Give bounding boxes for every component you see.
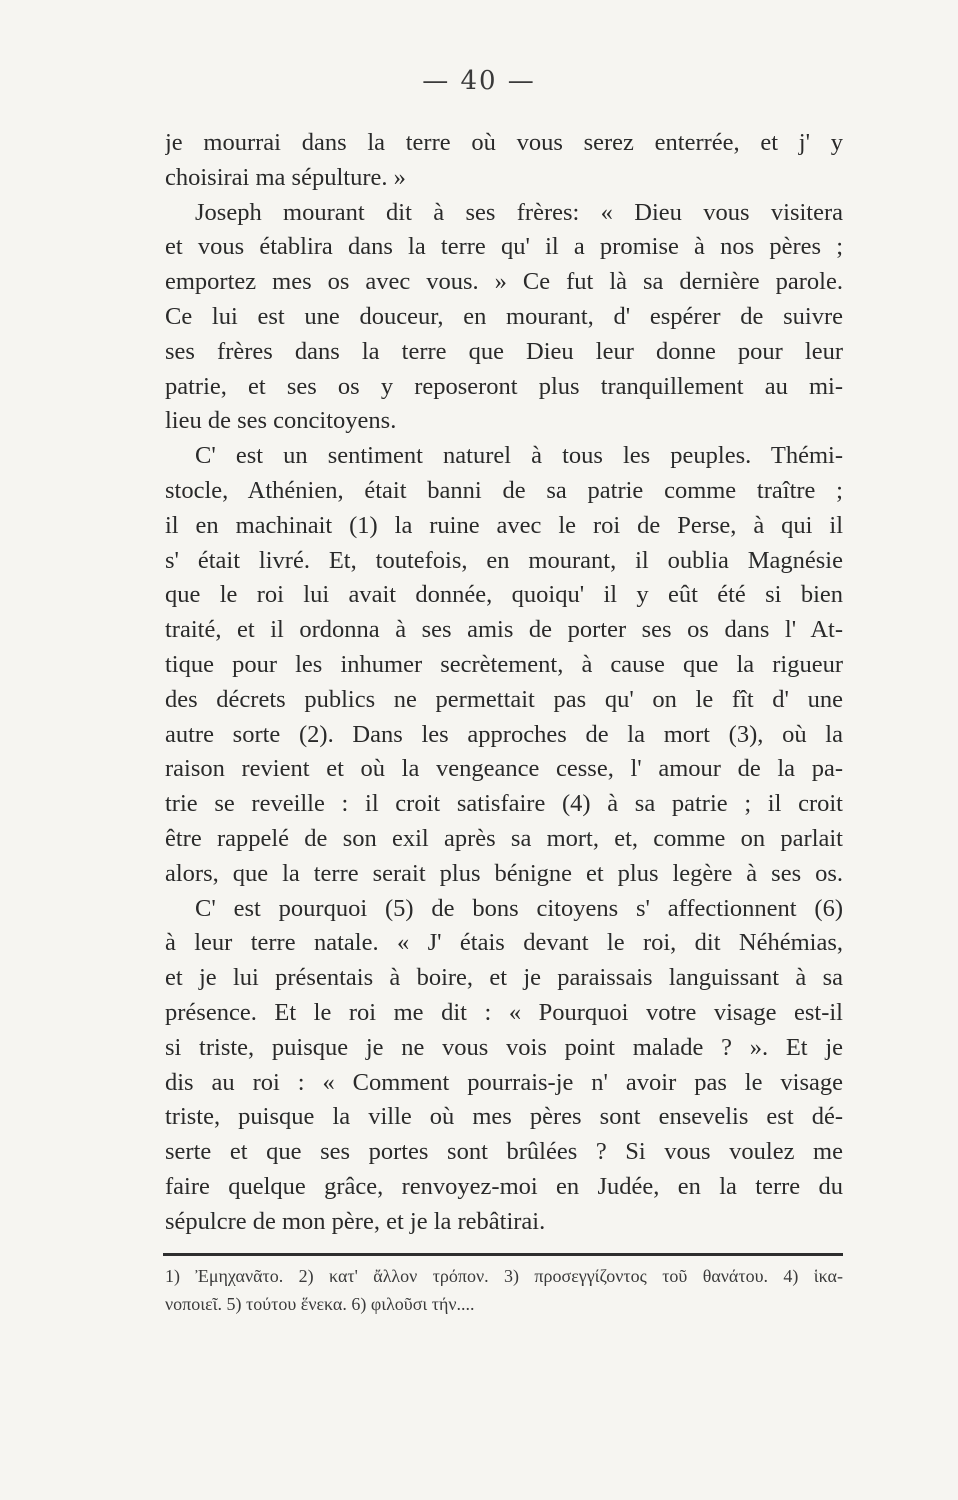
text-line: dis au roi : « Comment pourrais-je n' avoir pas le visage xyxy=(165,1068,843,1096)
text-line: sépulcre de mon père, et je la rebâtirai. xyxy=(165,1207,546,1235)
text-line: choisirai ma sépulture. » xyxy=(165,163,406,191)
footnote-line: 1) Ἐμηχανᾶτο. 2) κατ' ἄλλον τρόπον. 3) προσεγγίζοντος τοῦ θανάτου. 4) ἱκα- xyxy=(165,1266,843,1286)
text-line: raison revient et où la vengeance cesse, l' amour de la pa- xyxy=(165,755,843,783)
text-line: des décrets publics ne permettait pas qu' on le fît d' une xyxy=(165,685,843,713)
page-number: — 40 — xyxy=(422,66,536,96)
text-line: patrie, et ses os y reposeront plus tranquillement au mi- xyxy=(165,372,843,400)
text-line: je mourrai dans la terre où vous serez enterrée, et j' y xyxy=(165,129,843,156)
text-line: ses frères dans la terre que Dieu leur donne pour leur xyxy=(165,337,843,365)
footnote-divider xyxy=(163,1253,843,1256)
text-line: alors, que la terre serait plus bénigne et plus legère à ses os. xyxy=(165,859,843,887)
text-line: tique pour les inhumer secrètement, à cause que la rigueur xyxy=(165,650,843,678)
text-line: lieu de ses concitoyens. xyxy=(165,407,397,435)
text-line: triste, puisque la ville où mes pères sont ensevelis est dé- xyxy=(165,1103,843,1131)
text-line: présence. Et le roi me dit : « Pourquoi votre visage est-il xyxy=(165,998,843,1026)
body-text xyxy=(165,126,843,1240)
text-line: serte et que ses portes sont brûlées ? Si vous voulez me xyxy=(165,1138,843,1166)
text-line: traité, et il ordonna à ses amis de porter ses os dans l' At- xyxy=(165,616,843,644)
text-line: et je lui présentais à boire, et je paraissais languissant à sa xyxy=(165,964,843,992)
footnotes xyxy=(165,1262,843,1318)
text-line: autre sorte (2). Dans les approches de la mort (3), où la xyxy=(165,720,843,748)
text-line: s' était livré. Et, toutefois, en mourant, il oublia Magnésie xyxy=(165,546,843,574)
text-line: trie se reveille : il croit satisfaire (4) à sa patrie ; il croit xyxy=(165,790,843,818)
text-line: emportez mes os avec vous. » Ce fut là sa dernière parole. xyxy=(165,268,843,296)
text-line: C' est un sentiment naturel à tous les peuples. Thémi- xyxy=(195,442,843,470)
text-line: stocle, Athénien, était banni de sa patrie comme traître ; xyxy=(165,476,843,504)
text-line: à leur terre natale. « J' étais devant le roi, dit Néhémias, xyxy=(165,929,843,957)
text-line: C' est pourquoi (5) de bons citoyens s' affectionnent (6) xyxy=(195,894,843,922)
text-line: si triste, puisque je ne vous vois point malade ? ». Et je xyxy=(165,1033,843,1061)
text-line: Joseph mourant dit à ses frères: « Dieu vous visitera xyxy=(195,198,843,226)
text-line: Ce lui est une douceur, en mourant, d' espérer de suivre xyxy=(165,302,843,330)
text-line: faire quelque grâce, renvoyez-moi en Judée, en la terre du xyxy=(165,1172,843,1200)
footnote-line: νοποιεῖ. 5) τούτου ἕνεκα. 6) φιλοῦσι τήν.... xyxy=(165,1294,475,1314)
text-line: il en machinait (1) la ruine avec le roi de Perse, à qui il xyxy=(165,511,843,539)
text-line: et vous établira dans la terre qu' il a promise à nos pères ; xyxy=(165,233,843,261)
text-line: que le roi lui avait donnée, quoiqu' il y eût été si bien xyxy=(165,581,843,609)
text-line: être rappelé de son exil après sa mort, et, comme on parlait xyxy=(165,824,843,852)
